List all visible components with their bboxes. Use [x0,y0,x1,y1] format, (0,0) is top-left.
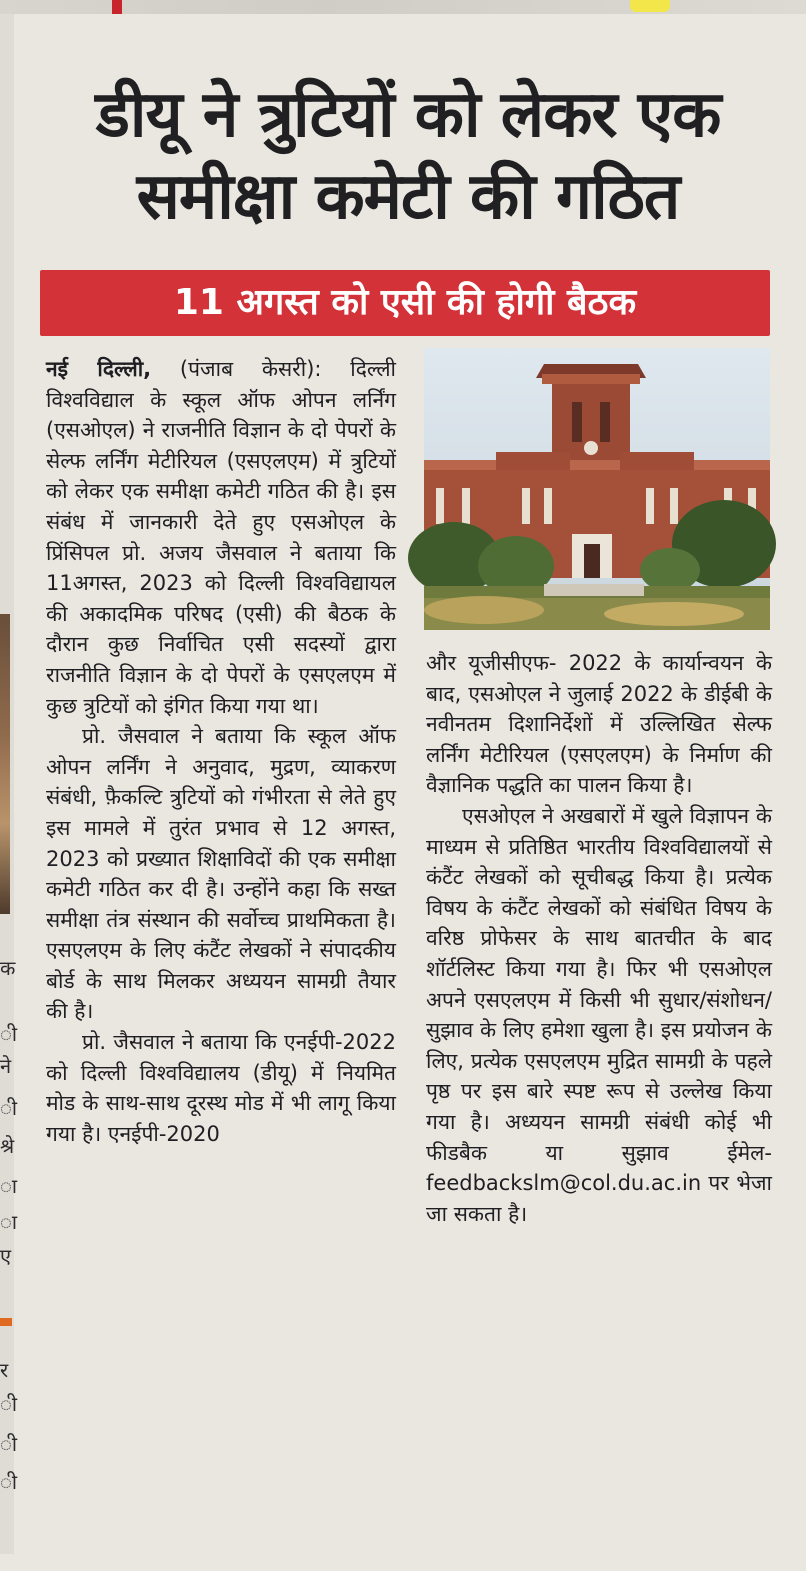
article-paragraph: और यूजीसीएफ- 2022 के कार्यान्वयन के बाद, एसओएल ने जुलाई 2022 के डीईबी के नवीनतम दिशानिर्देशों में उल्लिखित सेल्फ लर्निंग मेटीरियल (एसएलएम) के निर्माण की वैज्ञानिक पद्धति का पालन किया है। [426,651,772,798]
adjacent-photo-fragment [0,614,10,914]
adjacent-column-glyph: ी [0,1470,18,1494]
adjacent-column-glyph: ी [0,1432,18,1456]
adjacent-column-glyph: ी [0,1392,18,1416]
headline: डीयू ने त्रुटियों को लेकर एक समीक्षा कमेटी की गठित [95,78,721,234]
adjacent-column-glyph: श्रे [0,1134,15,1158]
article-column-right [426,648,772,1229]
adjacent-column-glyph: ी [0,1096,18,1120]
adjacent-column-glyph: ा [0,1210,18,1234]
subheadline: 11 अगस्त को एसी की होगी बैठक [173,282,637,323]
adjacent-column-glyph: ा [0,1174,18,1198]
adjacent-column-glyph: ने [0,1054,12,1078]
dateline: नई दिल्ली, [46,357,152,381]
university-building-photo [424,348,770,630]
top-edge-strip [0,0,806,14]
adjacent-column-glyph: र [0,1358,9,1382]
article-paragraph [46,354,396,721]
article-paragraph: प्रो. जैसवाल ने बताया कि एनईपी-2022 को दिल्ली विश्वविद्यालय (डीयू) में नियमित मोड के साथ-साथ दूरस्थ मोड में भी लागू किया गया है। एनईपी-2020 [46,1030,396,1146]
top-yellow-mark [630,0,670,12]
article-paragraph: प्रो. जैसवाल ने बताया कि स्कूल ऑफ ओपन लर्निंग ने अनुवाद, मुद्रण, व्याकरण संबंधी, फ़ैकल्टि त्रुटियों को गंभीरता से लेते हुए इस मामले में तुरंत प्रभाव से 12 अगस्त, 2023 को प्रख्यात शिक्षाविदों की एक समीक्षा कमेटी गठित कर दी है। उन्होंने कहा कि सख्त समीक्षा तंत्र संस्थान की सर्वोच्च प्राथमिकता है। एसएलएम के लिए कंटैंट लेखकों ने संपादकीय बोर्ड के साथ मिलकर अध्ययन सामग्री तैयार की है। [46,724,396,1024]
article-paragraph: एसओएल ने अखबारों में खुले विज्ञापन के माध्यम से प्रतिष्ठित भारतीय विश्वविद्यालयों से कंटैंट लेखकों को सूचीबद्ध किया है। प्रत्येक विषय के कंटैंट लेखकों को संबंधित विषय के वरिष्ठ प्रोफेसर के साथ बातचीत के बाद शॉर्टलिस्ट किया गया है। फिर भी एसओएल अपने एसएलएम में किसी भी सुधार/संशोधन/सुझाव के लिए हमेशा खुला है। इस प्रयोजन के लिए, प्रत्येक एसएलएम मुद्रित सामग्री के पहले पृष्ठ पर इस बारे स्पष्ट रूप से उल्लेख किया गया है। अध्ययन सामग्री संबंधी कोई भी फीडबैक या सुझाव ईमेल- feedbackslm@col.du.ac.in पर भेजा जा सकता है। [426,803,772,1226]
article-column-left [46,354,396,1149]
paragraph-text: (पंजाब केसरी): दिल्ली विश्वविद्याल के स्कूल ऑफ ओपन लर्निंग (एसओएल) ने राजनीति विज्ञान के दो पेपरों के सेल्फ लर्निंग मेटीरियल (एसएलएम) में त्रुटियों को लेकर एक समीक्षा कमेटी गठित की है। इस संबंध में जानकारी देते हुए एसओएल के प्रिंसिपल प्रो. अजय जैसवाल ने बताया कि 11अगस्त, 2023 को दिल्ली विश्वविद्यायल की अकादमिक परिषद (एसी) की बैठक के दौरान कुछ निर्वाचित एसी सदस्यों द्वारा राजनीति विज्ञान के दो पेपरों के एसएलएम में कुछ त्रुटियों को इंगित किया गया था। [46,357,396,718]
photo-image [424,348,770,630]
adjacent-orange-mark [0,1318,12,1326]
adjacent-column-glyph: क [0,956,16,980]
adjacent-column-glyph: ी [0,1022,18,1046]
top-red-mark [112,0,122,14]
subheadline-bar [40,270,770,336]
adjacent-column-glyph: ए [0,1244,12,1268]
